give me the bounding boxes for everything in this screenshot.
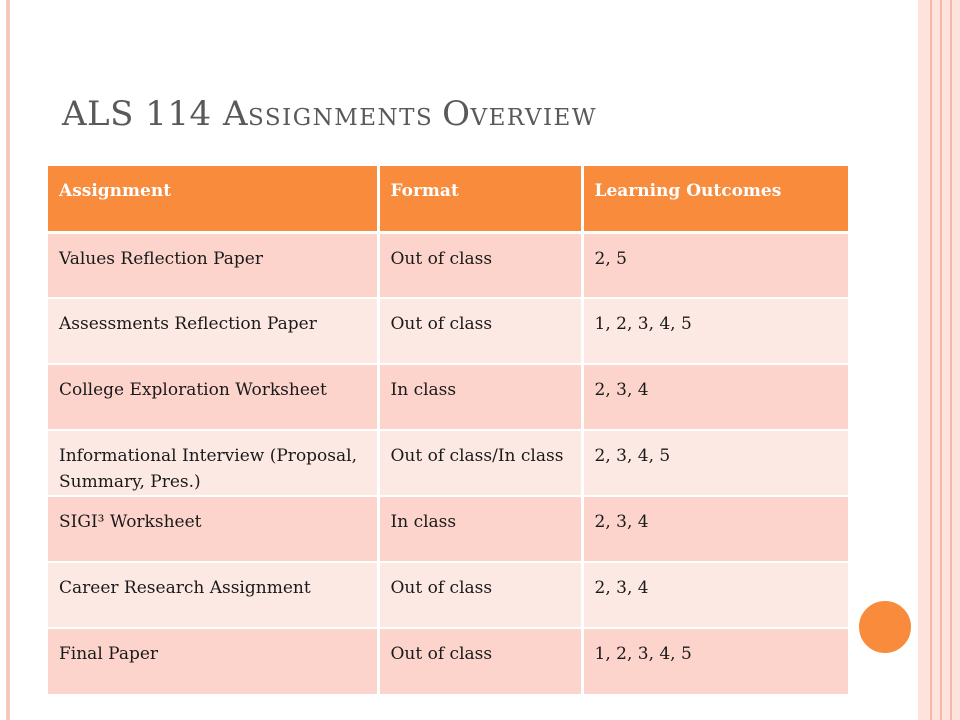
right-stripe-line: [940, 0, 942, 720]
slide-title: [62, 94, 597, 134]
cell-assignment: College Exploration Worksheet: [48, 364, 378, 430]
cell-outcomes: 1, 2, 3, 4, 5: [582, 298, 848, 364]
left-border-stripe: [6, 0, 10, 720]
assignments-table: [48, 166, 848, 694]
orange-circle-decoration: [856, 598, 914, 656]
title-smallcaps: SSIGNMENTS: [248, 105, 443, 131]
table-row: [48, 232, 848, 298]
cell-outcomes: 2, 5: [582, 232, 848, 298]
cell-outcomes: 2, 3, 4, 5: [582, 430, 848, 496]
right-stripe-line: [930, 0, 932, 720]
title-cap: O: [442, 94, 471, 134]
cell-outcomes: 2, 3, 4: [582, 562, 848, 628]
cell-format: Out of class: [378, 628, 582, 694]
table-row: [48, 562, 848, 628]
cell-format: Out of class: [378, 232, 582, 298]
title-smallcaps: VERVIEW: [470, 105, 597, 131]
cell-format: Out of class: [378, 562, 582, 628]
cell-assignment: Final Paper: [48, 628, 378, 694]
cell-assignment: Career Research Assignment: [48, 562, 378, 628]
cell-assignment: Informational Interview (Proposal, Summary, Pres.): [48, 430, 378, 496]
table-row: [48, 496, 848, 562]
cell-outcomes: 1, 2, 3, 4, 5: [582, 628, 848, 694]
table-row: [48, 298, 848, 364]
cell-assignment: Assessments Reflection Paper: [48, 298, 378, 364]
right-decorative-band: [918, 0, 960, 720]
cell-format: In class: [378, 496, 582, 562]
cell-assignment: SIGI³ Worksheet: [48, 496, 378, 562]
title-prefix: ALS 114: [62, 94, 223, 134]
cell-format: Out of class: [378, 298, 582, 364]
cell-assignment: Values Reflection Paper: [48, 232, 378, 298]
header-learning-outcomes: Learning Outcomes: [582, 166, 848, 232]
table-row: [48, 364, 848, 430]
table-row: [48, 628, 848, 694]
header-format: Format: [378, 166, 582, 232]
table-header-row: [48, 166, 848, 232]
cell-outcomes: 2, 3, 4: [582, 496, 848, 562]
right-stripe-line: [950, 0, 952, 720]
cell-format: Out of class/In class: [378, 430, 582, 496]
cell-outcomes: 2, 3, 4: [582, 364, 848, 430]
cell-format: In class: [378, 364, 582, 430]
title-cap: A: [222, 94, 248, 134]
header-assignment: Assignment: [48, 166, 378, 232]
table-row: [48, 430, 848, 496]
